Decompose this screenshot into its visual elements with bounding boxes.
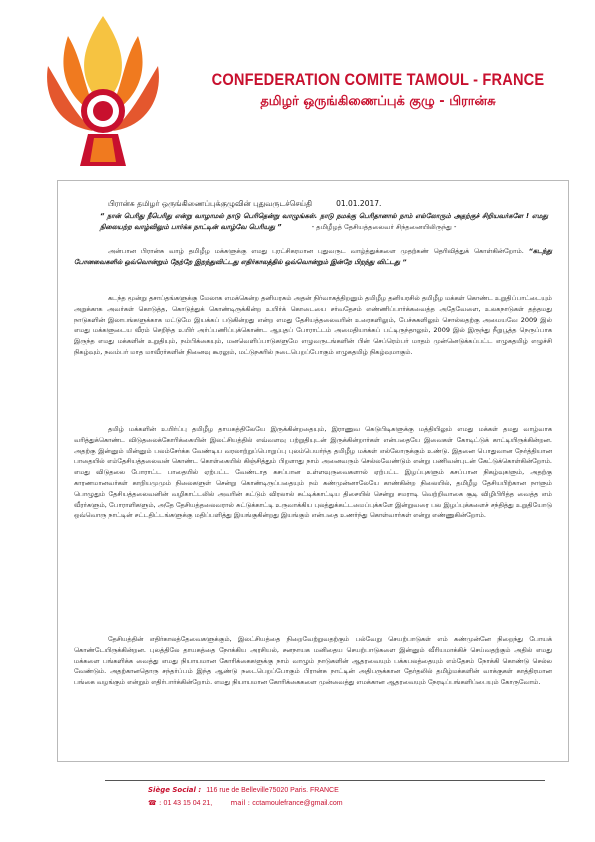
- footer-divider: [105, 780, 545, 781]
- paragraph-appeal: தமிழ் மக்களின் உயிர்ப்பு தமிழீழ தாயகத்திலேயே இருக்கின்றதையும், இராணுவ கெடுபிடிகளுக்கு மத்தியிலும் எமது மக்கள் தமது வாழ்வாக வரித்துக்கொண்ட விடுதலைக்கோரிக்கையின் இலட்சியத்தில் எவ்வளவு பற்றுதியுடன் இருக்கின்றார்கள் என்பதையே இவைகள் கோடிட்டுக் காட்டியிருக்கின்றன. அதற்கு இன்னும் மின்னும் பலம்சேர்க்க வேண்டிய வரலாற்றுப்பொறுப்பு புலம்பெயர்ந்த தமிழீழ மக்கள் எல்லோருக்கும் உண்டு. இதனை பொதுவான நேர்த்தியான பாதையில் எம்தேசியத்தலைவன் கொண்ட கொள்கையில் கிஞ்சித்தும் பிறளாது நாம் அனைவரும் செல்லவேண்டும் என்று பணிவன்புடன் கேட்டுக்கொள்கின்றோம். எமது விடுதலை போராட்ட பாதையில் ஏற்பட்ட வேண்டாத கசப்பான உள்ளவுருவைகளால் ஏற்பட்ட இழப்புகளும் கசப்பான நிகழ்வுகளும், அதற்கு காரணமானவர்கள் காறியமுமும் நிலைகளுள் சென்று கொண்டிருப்பதையும் நம் கண்முன்னாலேயே காண்கின்ற நிலையில், தமிழீழ தேசியபிற்கான நாளும் பொழுதும் தேசியத்தலைவனின் வழிகாட்டலில் அவரின் கட்டும் விரலால் சுட்டிக்காட்டிய திசையில் சென்று சமராடி வெற்றிவாகை சூடி விழிபிரித்த வைத்த எம் வீரர்களும், போராளிகளும், அதே தேசியத்தலைவரால் சுட்டுக்காட்டி உருவாக்கிய புலத்துக்கட்டமைப்புக்களே இன்றுவரை பல இழப்புக்களைச் சந்தித்து உறுதியோடு ஒவ்வொரு நாட்டின் சட்டதிட்டங்களுக்கு மதிப்பளித்து இயங்குகின்றது இயங்கும் என்பதை உணர்ந்து கொள்வார்கள் என்று எண்ணுகின்றோம்.: [74, 425, 552, 520]
- phone-label: ☎ :: [148, 799, 162, 807]
- leader-quote: [100, 211, 548, 233]
- paragraph-history: கடந்த மூன்று தசாப்தங்களுக்கு மேலாக எமக்கென்ற தனியரசும் அதன் நிர்வாகத்திறனும் தமிழீழ தனியரசில் தமிழீழ மக்கள் கொண்ட உறுதிப்பாட்டையும் அறுக்காக அவர்கள் கொடுத்த, கொடுத்துக் கொண்டிருக்கின்ற உயிர்க் கொடையை சர்வதேசம் எண்ணிப்பார்க்கவைத்த அதேவேளை, உலகநாடுகள் தத்தமது நாடுகளின் இலாபங்களுக்காக மட்டுமே இயக்கப் படுகின்றது என்ற எமது தேசியத்தலைவரின் உரைகளிலும், பேச்சுகளிலும் சொல்லதற்கு அமையவே 2009 இல் எமது மக்களுடைய வீரம் செறிந்த உயிர் அர்ப்பணிப்புக்கொண்ட ஆயுதப் போராட்டம் அமைதியாக்கப் பட்டிருந்தாலும், 2009 இல் இருந்து நீறுபூத்த நெருப்பாக இருந்த எமது மக்களின் உறுதியும், நம்பிக்கையும், மனவெளிப்பாடுகளுமே எழுவருடங்களின் பின் செப்ரெம்பர் மாதம் முன்னெடுக்கப்பட்ட எழுகதமிழ் எழுச்சி நிகழ்வும், நவம்பர் மாத மாவீரர்களின் நினைவு கூரலும், மட்டுநகரில் நடைபெறப்போகும் எழுகதமிழ் நிகழ்வுமாகும்.: [74, 294, 552, 356]
- greeting-emphasis: “கடந்து போனவைகளில் ஒவ்வொன்றும் நேற்றே இறந்துவிட்டது எதிர்காலத்தில் ஒவ்வொன்றும் இன்றே பிறந்து விட்டது ”: [74, 247, 552, 266]
- email-address[interactable]: cctamoulefrance@gmail.com: [252, 800, 343, 807]
- greeting-text: அன்பான பிரான்சு வாழ் தமிழீழ மக்களுக்கு எமது புரட்சிகரமான புதுவருட வாழ்த்துக்களை முதற்கண் தெரிவித்துக் கொள்கின்றோம்.: [108, 247, 524, 255]
- organization-name-tamil: தமிழர் ஒருங்கிணைப்புக் குழு - பிரான்சு: [260, 94, 496, 109]
- letter-date: 01.01.2017.: [336, 199, 382, 208]
- siege-address: 116 rue de Belleville75020 Paris. FRANCE: [206, 787, 339, 794]
- email-label: mail :: [230, 799, 251, 807]
- letter-title-row: [108, 199, 578, 209]
- quote-attribution: - தமிழீழத் தேசியத்தலைவர் சிந்தனையிலிருந்து -: [311, 223, 457, 231]
- organization-logo-emblem: [28, 6, 178, 174]
- siege-label: Siège Social :: [148, 786, 202, 794]
- footer-contact: [148, 799, 568, 807]
- phone-number: 01 43 15 04 21,: [163, 800, 213, 807]
- paragraph-future: தேசியத்தின் எதிர்காலத்தேவைகளுக்கும், இலட்சியத்தை நிறைவேற்றுவதற்கும் பல்வேறு செயற்பாடுகள் எம் கண்முன்னே நிறைந்து போயக் கொண்டேயிருக்கின்றன. புலத்திலே தாயகத்தை நோக்கிய அரசியல், சனநாயக மனிதைய செயற்பாடுகளை இன்னும் வீரியமாக்கிச் செய்வதற்கும் அதில் எமது மக்களை பங்களிக்க வைத்து எமது நியாயமான கோரிக்கைகளுக்கு நாம் வாழும் நாடுகளின் ஆதரவையும் பக்கபலத்தையும் எம்தேசம் நோக்கி கொண்டு செல்ல வேண்டும். அதற்கானதொரு சந்தர்ப்பம் இந்த ஆண்டு நடைபெறப்போகும் பிரான்சு நாட்டின் அதிபருக்கான தேர்தலில் தமிழ்மக்களின் வாக்குகள் காத்திரமான பங்கை வழங்கும் என்றும் எதிர்பார்க்கின்றோம். எமது நியாயமான கோரிக்கைகளை முன்வைத்து எமக்கான ஆதரவையும் நேரடிப்பங்களிப்பையும் கோருவோம்.: [74, 635, 552, 687]
- organization-name-french: CONFEDERATION COMITE TAMOUL - FRANCE: [211, 70, 545, 89]
- letter-title: பிரான்சு தமிழர் ஒருங்கிணைப்புக்குழுவின் புதுவருடச்செய்தி: [108, 199, 313, 208]
- footer-address: [148, 786, 568, 794]
- quote-text: “ நான் பெரிது நீபெரிது என்று வாழாமல் நாடு பெரிதென்று வாழுங்கள். நாடு நமக்கு பெரிதானால் நாம் எல்லோரும் அதற்குச் சிறியவர்களே ! எமது நிலையற்ற வாழ்விலும் பார்க்க நாட்டின் வாழ்வே பெரியது ”: [100, 212, 548, 231]
- paragraph-greeting: [74, 246, 552, 268]
